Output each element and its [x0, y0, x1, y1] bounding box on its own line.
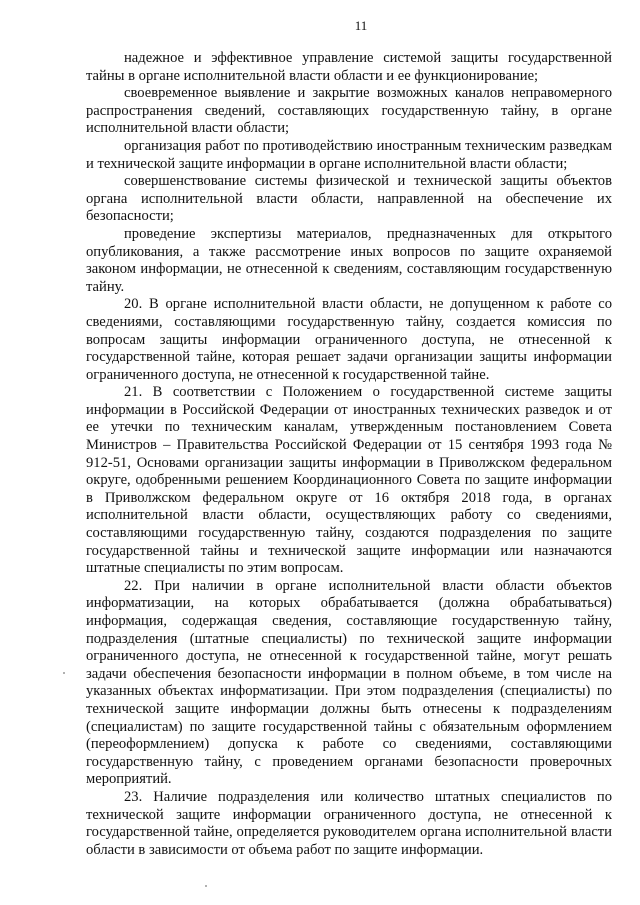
paragraph-23: 23. Наличие подразделения или количество штатных специалистов по технической защите информации ограниченного доступа, не отнесенной к государственной тайне, определяется руководителем органа исполнительной власти области в зависимости от объема работ по защите информации. [86, 788, 612, 858]
scan-speck [63, 672, 65, 674]
paragraph-item-2: своевременное выявление и закрытие возможных каналов неправомерного распространения сведений, составляющих государственную тайну, в органе исполнительной власти области; [86, 85, 612, 137]
paragraph-item-4: совершенствование системы физической и технической защиты объектов органа исполнительной власти области, направленной на обеспечение их безопасности; [86, 173, 612, 225]
paragraph-item-5: проведение экспертизы материалов, предназначенных для открытого опубликования, а также рассмотрение иных вопросов по защите охраняемой законом информации, не отнесенной к сведениям, составляющим государственную тайну. [86, 225, 612, 295]
paragraph-21: 21. В соответствии с Положением о государственной системе защиты информации в Российской Федерации от иностранных технических разведок и от ее утечки по техническим каналам, утвержденным постановлением Совета Министров – Правительства Российской Федерации от 15 сентября 1993 года № 912-51, Основами организации защиты информации в Приволжском федеральном округе, одобренными решением Координационного Совета по защите информации в Приволжском федеральном округе от 16 октября 2018 года, в органах исполнительной власти области, осуществляющих работу со сведениями, составляющими государственную тайну, создаются подразделения по защите государственной тайны и технической защите информации или назначаются штатные специалисты по этим вопросам. [86, 384, 612, 577]
paragraph-20: 20. В органе исполнительной власти области, не допущенном к работе со сведениями, составляющими государственную тайну, создается комиссия по вопросам защиты информации ограниченного доступа, не отнесенной к государственной тайне, которая решает задачи организации защиты информации ограниченного доступа, не отнесенной к государственной тайне. [86, 296, 612, 383]
scan-speck [205, 885, 207, 887]
document-body [86, 50, 612, 859]
paragraph-item-3: организация работ по противодействию иностранным техническим разведкам и технической защите информации в органе исполнительной власти области; [86, 137, 612, 172]
page-number: 11 [354, 18, 368, 33]
paragraph-22: 22. При наличии в органе исполнительной власти области объектов информатизации, на которых обрабатывается (должна обрабатываться) информация, содержащая сведения, составляющие государственную тайну, подразделения (штатные специалисты) по технической защите информации ограниченного доступа, не отнесенной к государственной тайне, могут решать задачи обеспечения безопасности информации в полном объеме, в том числе на указанных объектах информатизации. При этом подразделения (специалисты) по технической защите информации должны быть отнесены к подразделениям (специалистам) по защите государственной тайны с обязательным оформлением (переоформлением) допуска к работе со сведениями, составляющими государственную тайну, с проведением органами безопасности проверочных мероприятий. [86, 577, 612, 788]
paragraph-item-1: надежное и эффективное управление системой защиты государственной тайны в органе исполнительной власти области и ее функционирование; [86, 50, 612, 84]
